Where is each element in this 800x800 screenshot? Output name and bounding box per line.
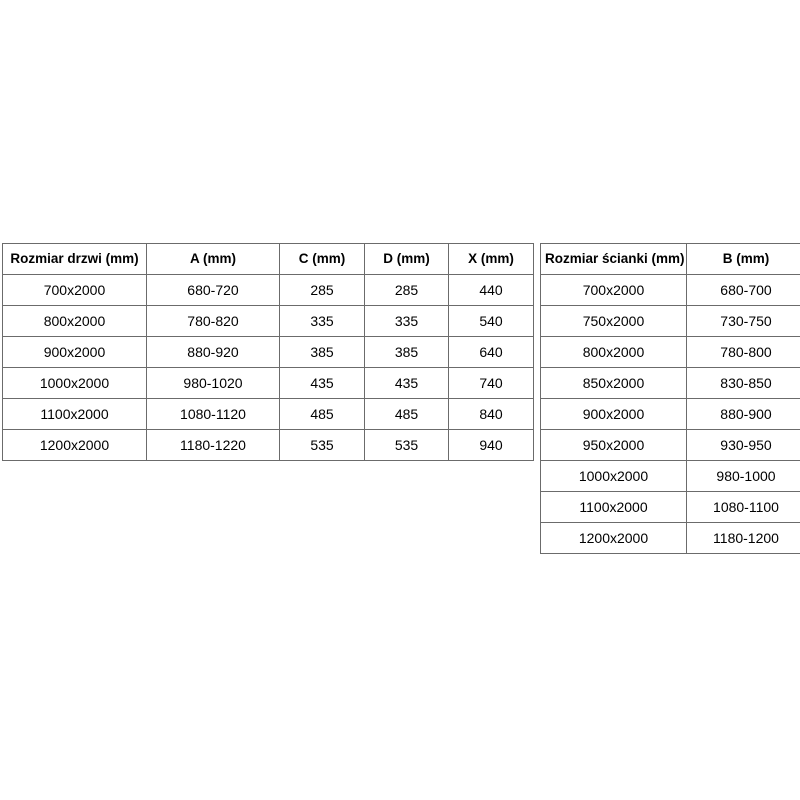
table-cell: 385 — [280, 337, 365, 368]
column-header: C (mm) — [280, 244, 365, 275]
table-cell: 940 — [449, 430, 534, 461]
table-cell: 1200x2000 — [3, 430, 147, 461]
table-cell: 1100x2000 — [3, 399, 147, 430]
table-row — [3, 337, 534, 368]
table-row — [541, 306, 800, 337]
table-cell: 740 — [449, 368, 534, 399]
table-cell: 880-920 — [147, 337, 280, 368]
column-header: A (mm) — [147, 244, 280, 275]
table-cell: 830-850 — [687, 368, 800, 399]
table-row — [541, 368, 800, 399]
table-row — [541, 275, 800, 306]
table-cell: 1080-1100 — [687, 492, 800, 523]
table-cell: 700x2000 — [541, 275, 687, 306]
table-body — [541, 275, 800, 554]
header-row — [541, 244, 800, 275]
table-row — [3, 399, 534, 430]
wall-size-table — [540, 243, 800, 554]
table-cell: 840 — [449, 399, 534, 430]
table-cell: 1000x2000 — [3, 368, 147, 399]
table-cell: 385 — [365, 337, 449, 368]
column-header: X (mm) — [449, 244, 534, 275]
table-cell: 435 — [365, 368, 449, 399]
table-cell: 1200x2000 — [541, 523, 687, 554]
table-cell: 880-900 — [687, 399, 800, 430]
table-row — [3, 306, 534, 337]
door-size-table — [2, 243, 534, 461]
table-cell: 930-950 — [687, 430, 800, 461]
header-row — [3, 244, 534, 275]
table-cell: 800x2000 — [3, 306, 147, 337]
table-cell: 435 — [280, 368, 365, 399]
table-body — [3, 275, 534, 461]
table-cell: 535 — [365, 430, 449, 461]
table-row — [541, 523, 800, 554]
table-cell: 800x2000 — [541, 337, 687, 368]
table-cell: 900x2000 — [3, 337, 147, 368]
table-row — [3, 275, 534, 306]
table-cell: 485 — [280, 399, 365, 430]
table-cell: 680-720 — [147, 275, 280, 306]
column-header: Rozmiar drzwi (mm) — [3, 244, 147, 275]
table-cell: 980-1020 — [147, 368, 280, 399]
table-cell: 485 — [365, 399, 449, 430]
table-row — [541, 337, 800, 368]
column-header: Rozmiar ścianki (mm) — [541, 244, 687, 275]
table-cell: 950x2000 — [541, 430, 687, 461]
table-cell: 285 — [365, 275, 449, 306]
table-cell: 750x2000 — [541, 306, 687, 337]
table-header — [3, 244, 534, 275]
table-row — [541, 430, 800, 461]
column-header: B (mm) — [687, 244, 800, 275]
table-cell: 335 — [365, 306, 449, 337]
table-cell: 535 — [280, 430, 365, 461]
table-row — [3, 430, 534, 461]
table-cell: 1180-1200 — [687, 523, 800, 554]
table-cell: 335 — [280, 306, 365, 337]
table-cell: 640 — [449, 337, 534, 368]
table-cell: 900x2000 — [541, 399, 687, 430]
table-row — [541, 461, 800, 492]
table-cell: 285 — [280, 275, 365, 306]
table-cell: 850x2000 — [541, 368, 687, 399]
table-row — [541, 399, 800, 430]
table-cell: 730-750 — [687, 306, 800, 337]
table-cell: 1080-1120 — [147, 399, 280, 430]
table-row — [3, 368, 534, 399]
table-cell: 540 — [449, 306, 534, 337]
table-header — [541, 244, 800, 275]
table-cell: 780-820 — [147, 306, 280, 337]
table-cell: 1100x2000 — [541, 492, 687, 523]
table-cell: 440 — [449, 275, 534, 306]
table-cell: 1000x2000 — [541, 461, 687, 492]
column-header: D (mm) — [365, 244, 449, 275]
table-cell: 700x2000 — [3, 275, 147, 306]
table-cell: 680-700 — [687, 275, 800, 306]
table-cell: 1180-1220 — [147, 430, 280, 461]
table-cell: 780-800 — [687, 337, 800, 368]
table-cell: 980-1000 — [687, 461, 800, 492]
table-row — [541, 492, 800, 523]
